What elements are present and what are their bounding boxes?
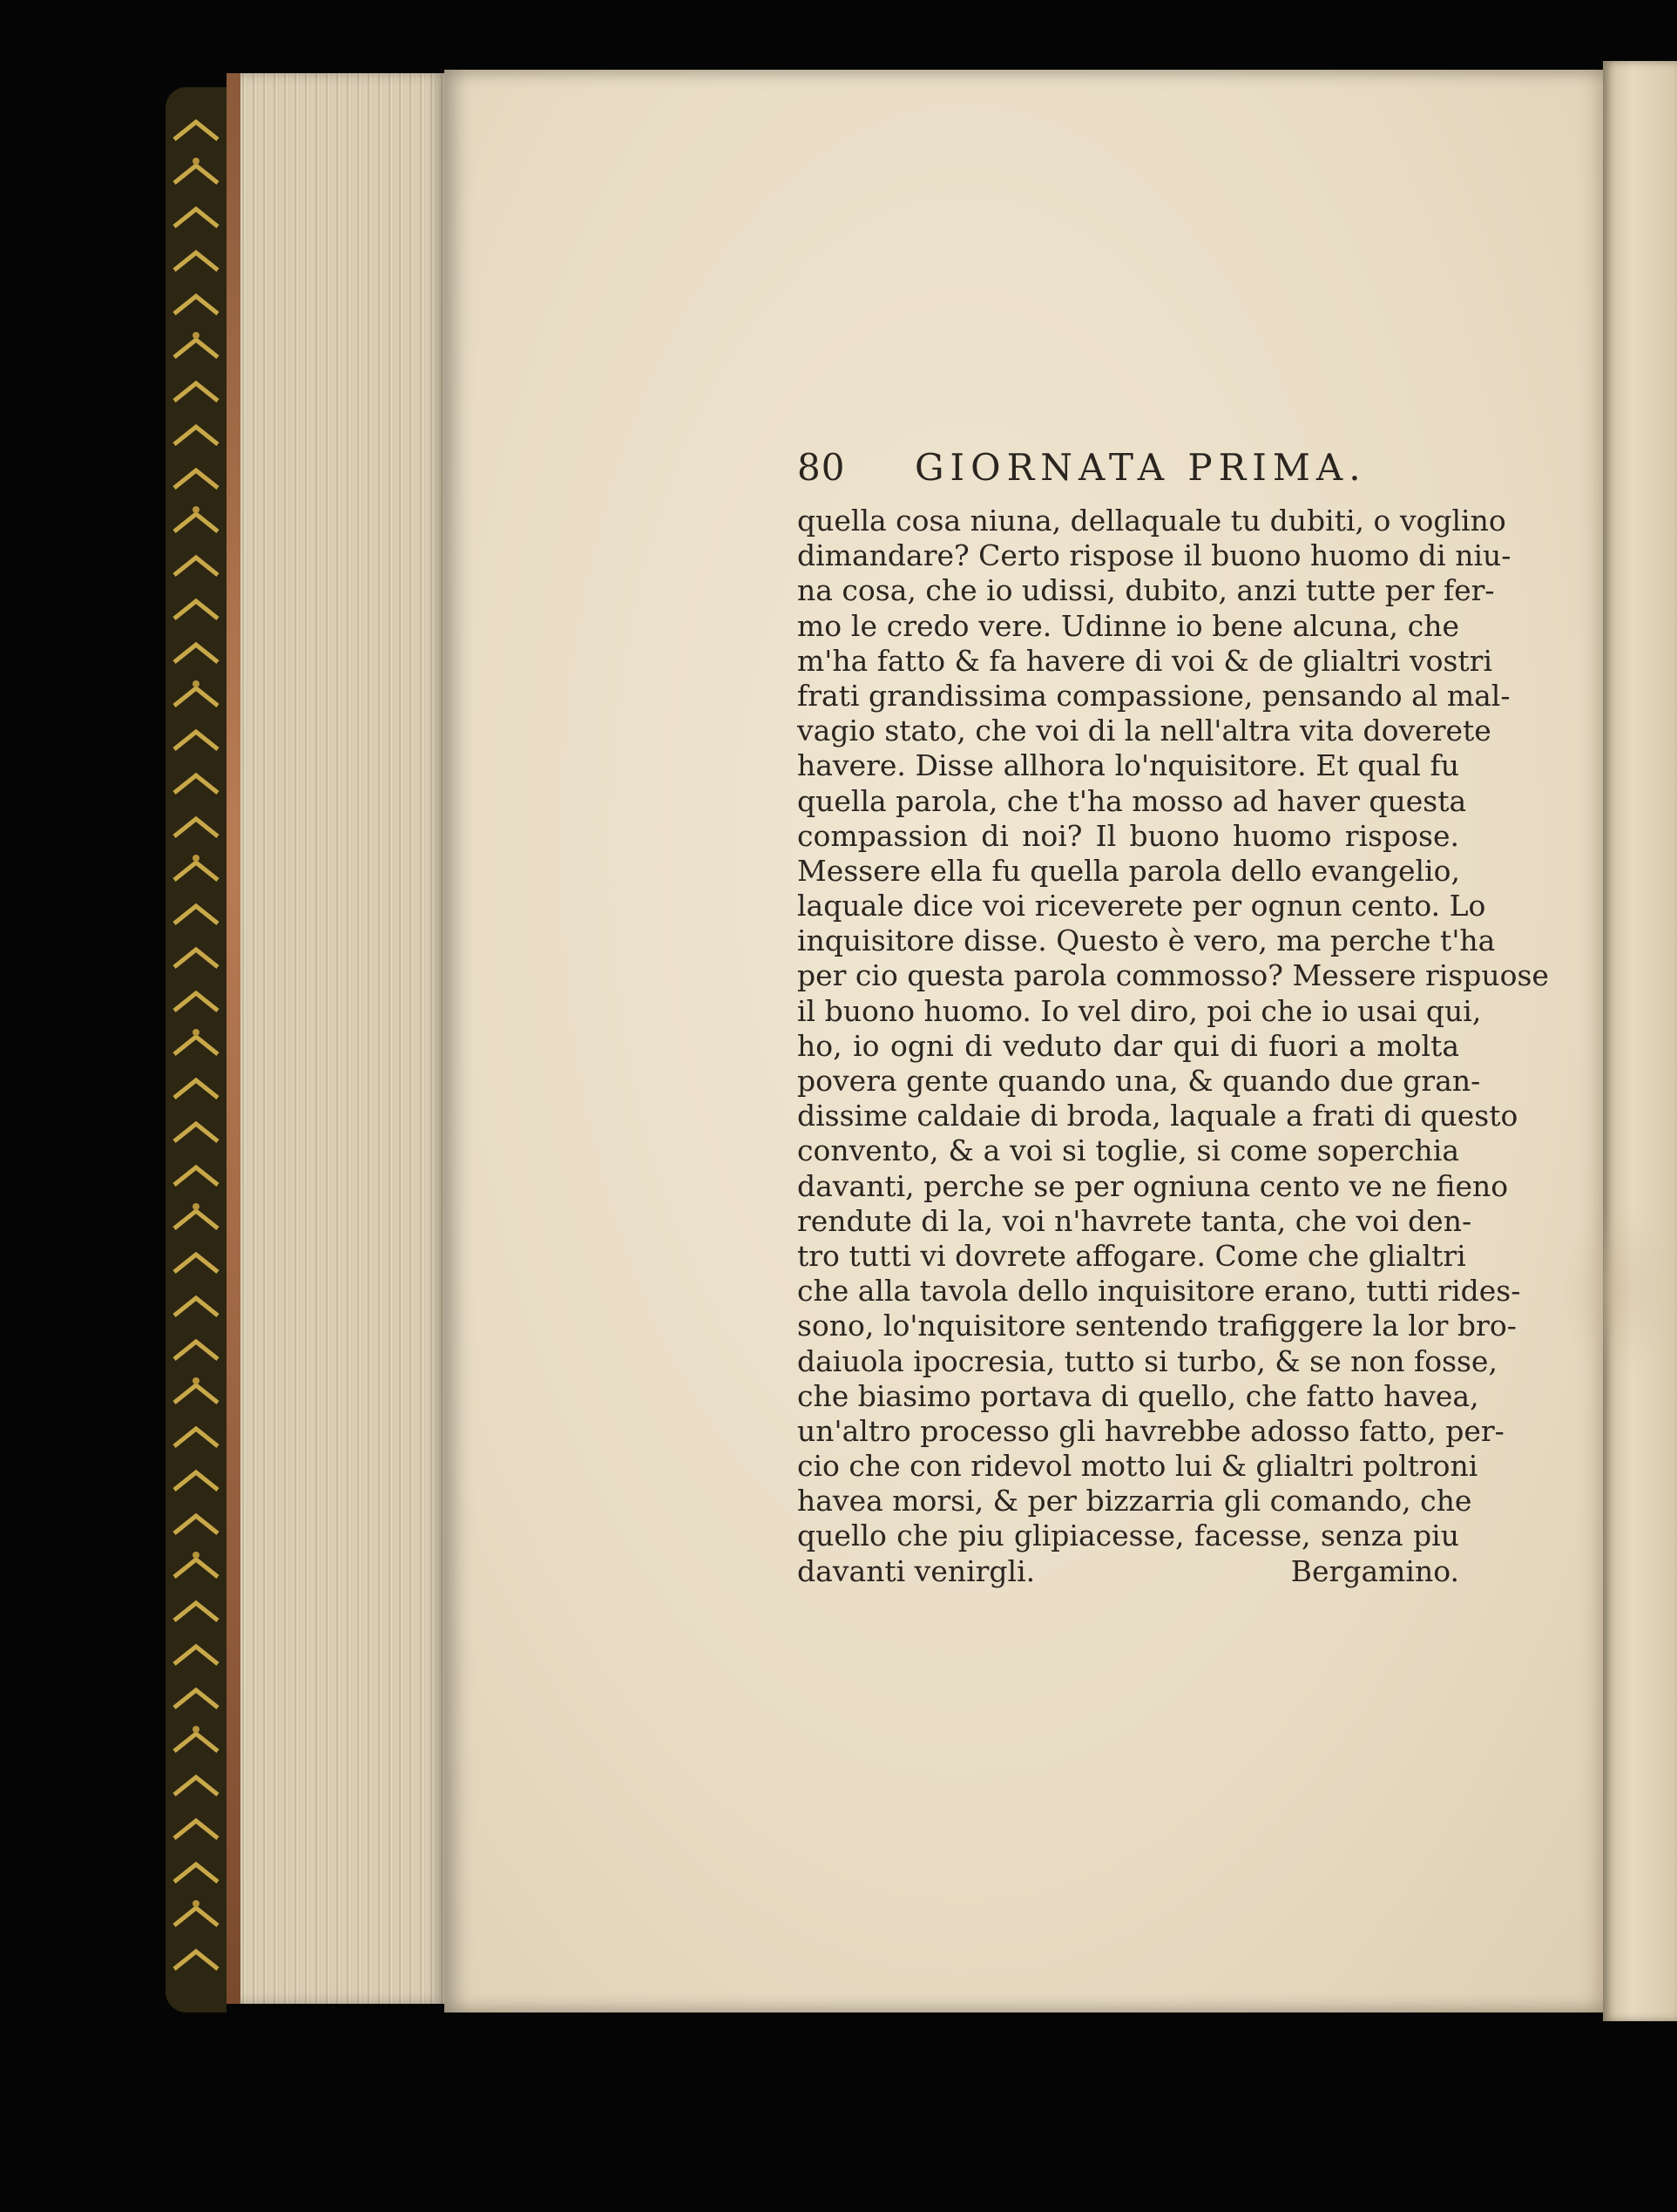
text-line: quella parola, che t'ha mosso ad haver questa <box>797 783 1467 818</box>
text-line: per cio questa parola commosso? Messere rispuose <box>797 958 1549 993</box>
running-header <box>797 446 1459 498</box>
text-line: m'ha fatto & fa havere di voi & de glialtri vostri <box>797 643 1492 678</box>
text-line: mo le credo vere. Udinne io bene alcuna, che <box>797 608 1459 643</box>
red-edge <box>227 73 240 2004</box>
text-line: na cosa, che io udissi, dubito, anzi tutte per fer- <box>797 573 1495 608</box>
text-line: laquale dice voi riceverete per ognun cento. Lo <box>797 889 1486 923</box>
page-number: 80 <box>797 446 846 489</box>
last-line <box>797 1554 1459 1589</box>
text-line: dimandare? Certo rispose il buono huomo di niu- <box>797 538 1511 573</box>
text-line: vagio stato, che voi di la nell'altra vita doverete <box>797 714 1491 748</box>
text-line: havere. Disse allhora lo'nquisitore. Et qual fu <box>797 748 1459 783</box>
gilt-spine <box>166 87 227 2012</box>
text-line: che alla tavola dello inquisitore erano, tutti rides- <box>797 1274 1521 1309</box>
spine-ornament <box>166 87 227 2012</box>
text-line: quella cosa niuna, dellaquale tu dubiti, o voglino <box>797 504 1506 538</box>
page-edges <box>227 73 444 2004</box>
text-line: cio che con ridevol motto lui & glialtri poltroni <box>797 1449 1478 1484</box>
text-line: davanti venirgli. <box>797 1553 1036 1588</box>
right-page-edge <box>1603 61 1677 2021</box>
paper-stain <box>1559 1202 1673 1377</box>
body-text <box>797 504 1549 1589</box>
text-line: inquisitore disse. Questo è vero, ma perche t'ha <box>797 923 1496 958</box>
text-line: daiuola ipocresia, tutto si turbo, & se non fosse, <box>797 1343 1498 1378</box>
text-line: convento, & a voi si toglie, si come soperchia <box>797 1133 1459 1168</box>
text-line: frati grandissima compassione, pensando al mal- <box>797 678 1511 713</box>
running-title: GIORNATA PRIMA. <box>915 446 1367 489</box>
text-line: compassion di noi? Il buono huomo rispose. <box>797 818 1459 853</box>
text-line: tro tutti vi dovrete affogare. Come che glialtri <box>797 1238 1466 1273</box>
text-line: povera gente quando una, & quando due gran- <box>797 1064 1481 1098</box>
catchword: Bergamino. <box>1290 1553 1459 1588</box>
text-line: dissime caldaie di broda, laquale a frati di questo <box>797 1099 1518 1133</box>
text-line: il buono huomo. Io vel diro, poi che io usai qui, <box>797 993 1482 1028</box>
text-line: che biasimo portava di quello, che fatto havea, <box>797 1378 1479 1413</box>
text-line: havea morsi, & per bizzarria gli comando, che <box>797 1484 1472 1519</box>
text-line: sono, lo'nquisitore sentendo trafiggere la lor bro- <box>797 1309 1517 1343</box>
text-line: Messere ella fu quella parola dello evangelio, <box>797 853 1460 888</box>
text-line: ho, io ogni di veduto dar qui di fuori a molta <box>797 1028 1459 1063</box>
text-line: un'altro processo gli havrebbe adosso fatto, per- <box>797 1413 1505 1448</box>
text-line: davanti, perche se per ogniuna cento ve ne fieno <box>797 1168 1509 1203</box>
text-line: rendute di la, voi n'havrete tanta, che voi den- <box>797 1203 1472 1238</box>
text-line: quello che piu glipiacesse, facesse, senza piu <box>797 1519 1459 1553</box>
